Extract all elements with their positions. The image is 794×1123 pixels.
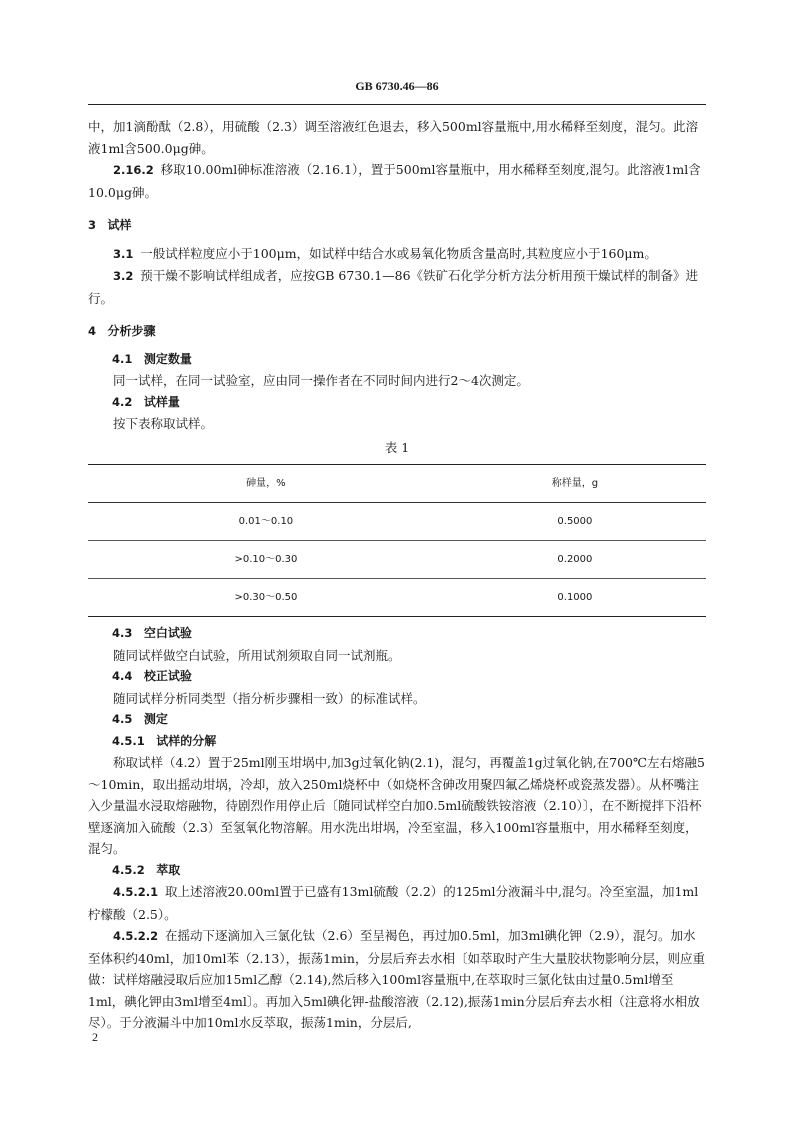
clause-text: 移取10.00ml砷标准溶液（2.16.1），置于500ml容量瓶中，用水稀释至刻度,混匀。此溶液1ml含10.0μg砷。 [88, 162, 701, 200]
clause-number: 4.5.1 [112, 733, 145, 748]
clause-3-2 [88, 265, 706, 309]
clause-title: 试样的分解 [156, 733, 217, 748]
section-3-heading [88, 215, 706, 237]
clause-4-4-heading [88, 666, 706, 688]
clause-title: 试样量 [143, 394, 180, 409]
page-number: 2 [92, 1030, 98, 1044]
table-row [88, 541, 706, 579]
clause-title: 校正试验 [143, 669, 192, 683]
clause-2-16-2 [88, 159, 706, 203]
clause-4-5-heading [88, 709, 706, 731]
clause-text: 一般试样粒度应小于100μm，如试样中结合水或易氧化物质含量高时,其粒度应小于160μm。 [140, 245, 657, 261]
sample-mass-cell: 0.2000 [557, 553, 593, 565]
clause-number: 2.16.2 [113, 163, 154, 177]
clause-text: 在摇动下逐滴加入三氯化钛（2.6）至呈褐色，再过加0.5ml，加3ml碘化钾（2.9），混匀。加水至体积约40ml，加10ml苯（2.13），振荡1min，分层后弃去水相〔如萃取时产生大量胶状物影响分层，则应重做：试样熔融浸取后应加15ml乙醇（2.14),然后移入100ml容量瓶中,在萃取时三氯化钛由过量0.5ml增至1ml，碘化钾由3ml增至4ml〕。再加入5ml碘化钾-盐酸溶液（2.12),振荡1min分层后弃去水相（注意将水相放尽）。于分液漏斗中加10ml水反萃取，振荡1min，分层后, [88, 928, 705, 1030]
section-number: 3 [88, 218, 97, 232]
intro-paragraph: 中，加1滴酚酞（2.8），用硫酸（2.3）调至溶液红色退去，移入500ml容量瓶中,用水稀释至刻度，混匀。此溶液1ml含500.0μg砷。 [88, 119, 699, 156]
clause-number: 4.3 [112, 626, 133, 640]
clause-4-2-heading [88, 392, 706, 414]
clause-4-4-text: 随同试样分析同类型（指分析步骤相一致）的标准试样。 [113, 690, 426, 706]
clause-4-5-2-1 [88, 881, 706, 925]
arsenic-range-cell: >0.10～0.30 [234, 553, 298, 565]
column-header-arsenic: 砷量，% [246, 477, 286, 489]
clause-number: 4.5.2.1 [113, 885, 159, 899]
clause-title: 空白试验 [143, 626, 192, 640]
clause-title: 测定数量 [143, 351, 192, 366]
clause-number: 4.5 [112, 712, 133, 726]
table-header-row [88, 465, 706, 503]
sample-mass-cell: 0.1000 [557, 591, 593, 603]
clause-4-5-2-heading [88, 860, 706, 882]
clause-number: 4.5.2 [112, 862, 145, 877]
clause-number: 4.5.2.2 [113, 929, 159, 943]
table-row [88, 579, 706, 617]
table-row [88, 503, 706, 541]
clause-3-1 [88, 243, 706, 266]
page-header: GB 6730.46—86 [355, 79, 439, 93]
column-header-mass: 称样量，g [551, 477, 599, 489]
clause-4-5-1-heading [88, 731, 706, 753]
document-body [88, 116, 706, 1034]
clause-text: 取上述溶液20.00ml置于已盛有13ml硫酸（2.2）的125ml分液漏斗中,混匀。冷至室温，加1ml柠檬酸（2.5）。 [88, 884, 699, 922]
arsenic-range-cell: >0.30～0.50 [234, 591, 298, 603]
header-rule [88, 104, 706, 105]
table-caption: 表 1 [384, 439, 410, 455]
clause-text: 预干燥不影响试样组成者，应按GB 6730.1—86《铁矿石化学分析方法分析用预干燥试样的制备》进行。 [88, 268, 699, 306]
section-4-heading [88, 321, 706, 343]
clause-4-3-heading [88, 623, 706, 645]
clause-title: 萃取 [156, 862, 181, 877]
arsenic-range-cell: 0.01～0.10 [238, 515, 294, 527]
sample-mass-table [88, 464, 706, 617]
clause-title: 测定 [143, 712, 168, 726]
section-number: 4 [88, 324, 97, 338]
clause-number: 4.1 [112, 351, 133, 366]
clause-number: 3.2 [113, 269, 134, 283]
clause-number: 3.1 [113, 246, 134, 261]
clause-4-5-2-2 [88, 925, 706, 1034]
clause-4-1-text: 同一试样，在同一试验室，应由同一操作者在不同时间内进行2～4次测定。 [113, 373, 529, 388]
clause-number: 4.4 [112, 669, 133, 683]
clause-4-3-text: 随同试样做空白试验，所用试剂须取自同一试剂瓶。 [113, 647, 401, 663]
section-title: 试样 [107, 218, 132, 232]
clause-number: 4.2 [112, 394, 133, 409]
clause-4-5-1-text: 称取试样（4.2）置于25ml刚玉坩埚中,加3g过氧化钠(2.1)，混匀，再覆盖1g过氧化钠,在700℃左右熔融5～10min，取出摇动坩埚，冷却，放入250ml烧杯中（如烧杯含砷改用聚四氟乙烯烧杯或瓷蒸发器）。从杯嘴注入少量温水浸取熔融物，待剧烈作用停止后〔随同试样空白加0.5ml硫酸铁铵溶液（2.10）〕，在不断搅拌下沿杯壁逐滴加入硫酸（2.3）至氢氧化物溶解。用水洗出坩埚，冷至室温，移入100ml容量瓶中，用水稀释至刻度，混匀。 [88, 755, 705, 856]
clause-4-2-text: 按下表称取试样。 [113, 416, 214, 431]
section-title: 分析步骤 [107, 324, 156, 338]
sample-mass-cell: 0.5000 [557, 515, 593, 527]
clause-4-1-heading [88, 349, 706, 371]
